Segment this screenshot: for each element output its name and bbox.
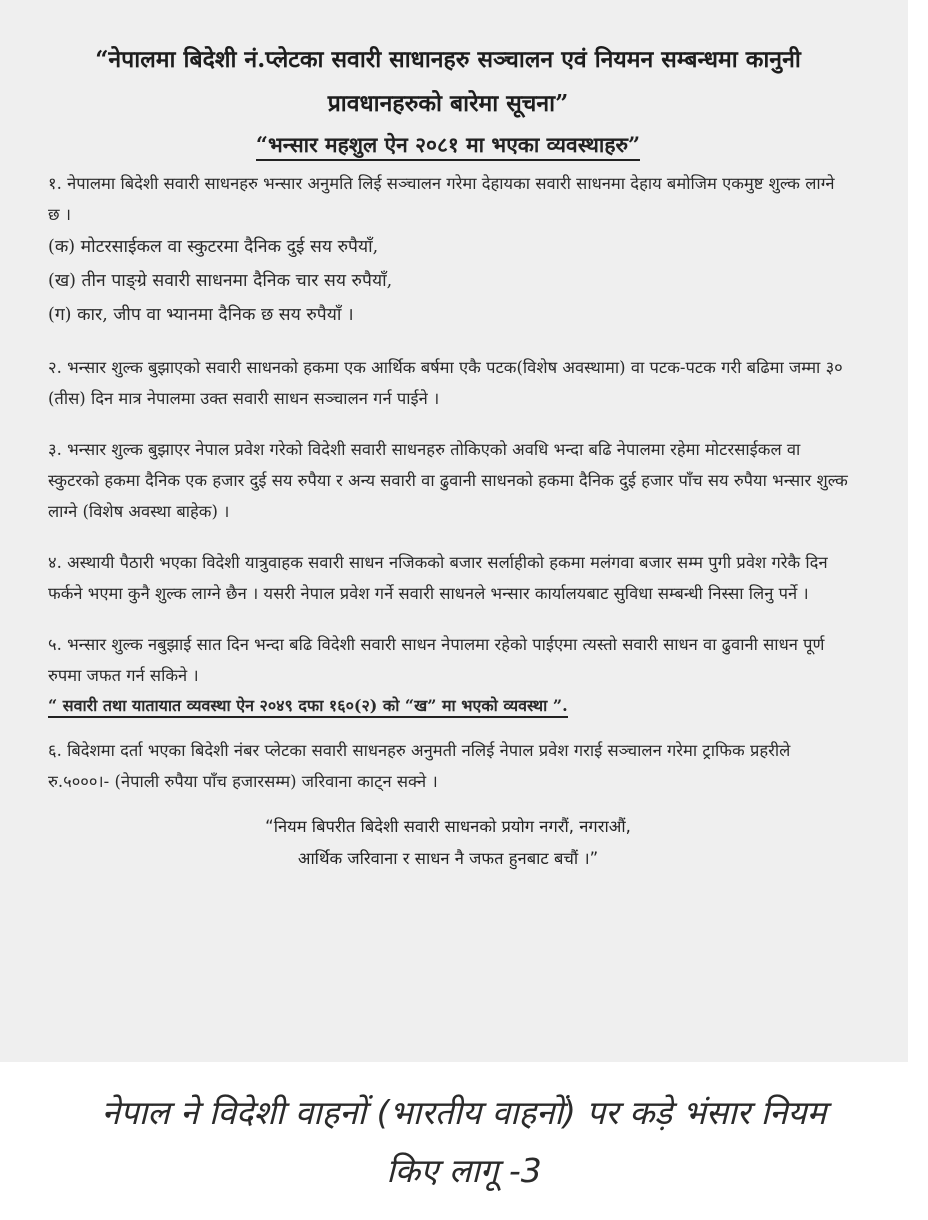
- notice-subtitle-text: “भन्सार महशुल ऐन २०८१ मा भएका व्यवस्थाहरु”: [256, 132, 640, 161]
- act-heading: [48, 691, 848, 721]
- caption-line-1: नेपाल ने विदेशी वाहनों (भारतीय वाहनों) पर कड़े भंसार नियम: [101, 1093, 827, 1132]
- closing-line-1: “नियम बिपरीत बिदेशी सवारी साधनको प्रयोग नगरौं, नगराऔं,: [265, 817, 631, 836]
- notice-title: “नेपालमा बिदेशी नं.प्लेटका सवारी साधानहरु सञ्चालन एवं नियमन सम्बन्धमा कानुनी प्रावधानहरुको बारेमा सूचना”: [95, 46, 801, 117]
- notice-item-3: ३. भन्सार शुल्क बुझाएर नेपाल प्रवेश गरेको विदेशी सवारी साधनहरु तोकिएको अवधि भन्दा बढि नेपालमा रहेमा मोटरसाईकल वा स्कुटरको हकमा दैनिक एक हजार दुई सय रुपैया र अन्य सवारी वा ढुवानी साधनको हकमा दैनिक दुई हजार पाँच सय रुपैया भन्सार शुल्क लाग्ने (विशेष अवस्था बाहेक) ।: [48, 440, 848, 521]
- notice-item-1-ka: (क) मोटरसाईकल वा स्कुटरमा दैनिक दुई सय रुपैयाँ,: [48, 237, 379, 257]
- closing-message: [48, 811, 848, 875]
- act-heading-text: “ सवारी तथा यातायात व्यवस्था ऐन २०४९ दफा १६०(२) को “ख” मा भएको व्यवस्था ”.: [48, 696, 568, 718]
- notice-item-5: ५. भन्सार शुल्क नबुझाई सात दिन भन्दा बढि विदेशी सवारी साधन नेपालमा रहेको पाईएमा त्यस्तो सवारी साधन वा ढुवानी साधन पूर्ण रुपमा जफत गर्न सकिने ।: [48, 635, 825, 685]
- notice-item-1-ga: (ग) कार, जीप वा भ्यानमा दैनिक छ सय रुपैयाँ ।: [48, 305, 354, 325]
- image-caption: [0, 1070, 928, 1200]
- notice-item-2: २. भन्सार शुल्क बुझाएको सवारी साधनको हकमा एक आर्थिक बर्षमा एकै पटक(विशेष अवस्थामा) वा पटक-पटक गरी बढिमा जम्मा ३० (तीस) दिन मात्र नेपालमा उक्त सवारी साधन सञ्चालन गर्न पाईने ।: [48, 358, 843, 408]
- notice-item-1: १. नेपालमा बिदेशी सवारी साधनहरु भन्सार अनुमति लिई सञ्चालन गरेमा देहायका सवारी साधनमा देहाय बमोजिम एकमुष्ट शुल्क लाग्ने छ ।: [48, 174, 835, 224]
- caption-line-2: किए लागू -3: [386, 1151, 542, 1190]
- notice-subtitle: [48, 128, 848, 162]
- notice-item-1-kha: (ख) तीन पाङ्ग्रे सवारी साधनमा दैनिक चार सय रुपैयाँ,: [48, 271, 393, 291]
- notice-item-6: ६. बिदेशमा दर्ता भएका बिदेशी नंबर प्लेटका सवारी साधनहरु अनुमती नलिई नेपाल प्रवेश गराई सञ्चालन गरेमा ट्राफिक प्रहरीले रु.५०००।- (नेपाली रुपैया पाँच हजारसम्म) जरिवाना काट्न सक्ने ।: [48, 741, 791, 791]
- closing-line-2: आर्थिक जरिवाना र साधन नै जफत हुनबाट बचौं ।”: [297, 849, 599, 868]
- notice-item-4: ४. अस्थायी पैठारी भएका विदेशी यात्रुवाहक सवारी साधन नजिकको बजार सर्लाहीको हकमा मलंगवा बजार सम्म पुगी प्रवेश गरेकै दिन फर्कने भएमा कुनै शुल्क लाग्ने छैन । यसरी नेपाल प्रवेश गर्ने सवारी साधनले भन्सार कार्यालयबाट सुविधा सम्बन्धी निस्सा लिनु पर्ने ।: [48, 553, 828, 603]
